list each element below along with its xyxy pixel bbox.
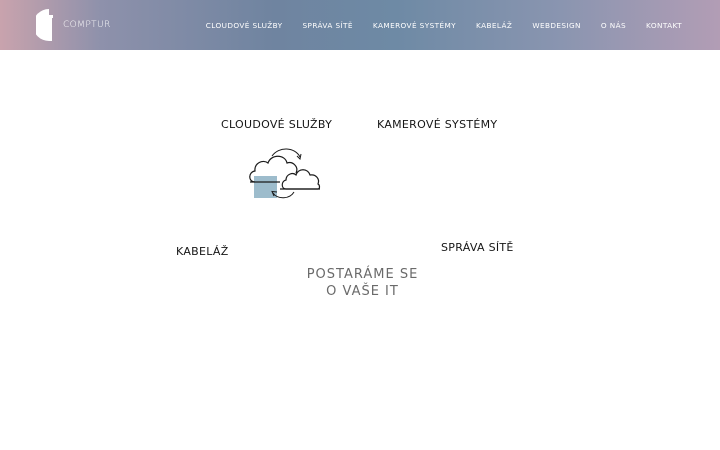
logo-link[interactable] xyxy=(36,8,111,42)
nav-about[interactable]: O NÁS xyxy=(600,20,627,30)
brand-name: COMPTUR xyxy=(63,20,111,30)
site-header xyxy=(0,0,720,50)
nav-camera-systems[interactable]: KAMEROVÉ SYSTÉMY xyxy=(372,20,457,30)
main-nav xyxy=(200,0,682,50)
comptur-logo-icon xyxy=(36,8,58,42)
nav-network-management[interactable]: SPRÁVA SÍTĚ xyxy=(302,20,353,30)
nav-webdesign[interactable]: WEBDESIGN xyxy=(532,20,581,30)
service-camera-label[interactable]: KAMEROVÉ SYSTÉMY xyxy=(377,118,498,131)
service-cloud-label[interactable]: CLOUDOVÉ SLUŽBY xyxy=(221,118,333,131)
nav-contact[interactable]: KONTAKT xyxy=(646,20,682,30)
hero-tagline-line1: POSTARÁME SE xyxy=(306,267,419,282)
cloud-sync-icon xyxy=(246,144,326,202)
service-cabling-label[interactable]: KABELÁŽ xyxy=(176,245,229,258)
nav-cloud-services[interactable]: CLOUDOVÉ SLUŽBY xyxy=(205,20,283,30)
service-network-label[interactable]: SPRÁVA SÍTĚ xyxy=(441,241,514,254)
hero-tagline xyxy=(290,266,435,300)
hero-tagline-line2: O VAŠE IT xyxy=(326,284,399,299)
nav-cabling[interactable]: KABELÁŽ xyxy=(476,20,513,30)
